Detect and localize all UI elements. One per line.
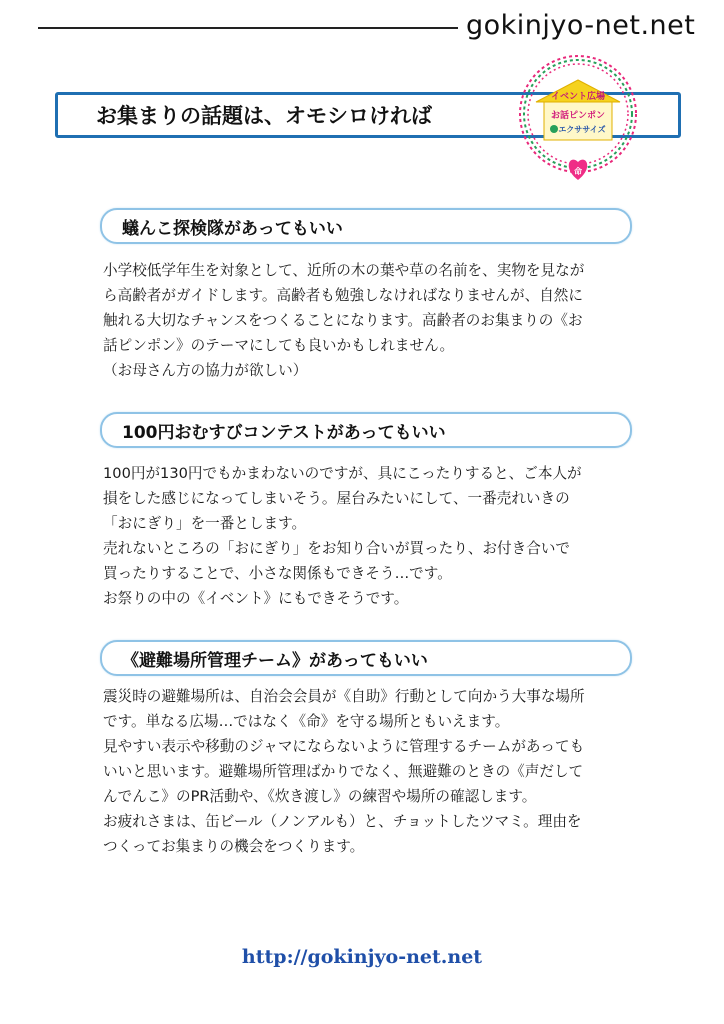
section-body [103, 684, 643, 859]
body-line: 100円が130円でもかまわないのですが、具にこったりすると、ご本人が [103, 465, 582, 482]
section-heading [100, 412, 632, 448]
site-name: gokinjyo-net.net [466, 10, 696, 41]
emblem-line2: エクササイズ [558, 125, 606, 134]
body-line: んでんこ》のPR活動や、《炊き渡し》の練習や場所の確認します。 [103, 788, 537, 805]
section-heading [100, 640, 632, 676]
body-line: ら高齢者がガイドします。高齢者も勉強しなければなりませんが、自然に [103, 287, 583, 304]
emblem-line1: お話ピンポン [550, 111, 606, 121]
emblem-roof-label: イベント広場 [550, 92, 606, 102]
section-heading-text: 蟻んこ探検隊があってもいい [122, 219, 343, 239]
body-line: お疲れさまは、缶ビール（ノンアルも）と、チョットしたツマミ。理由を [103, 813, 582, 830]
page-title: お集まりの話題は、オモシロければ [96, 104, 432, 128]
section-heading-text: 《避難場所管理チーム》があってもいい [122, 651, 428, 671]
section-body [103, 258, 643, 383]
footer-url-link[interactable]: http://gokinjyo-net.net [241, 946, 483, 968]
body-line: 話ピンポン》のテーマにしても良いかもしれません。 [103, 337, 455, 354]
body-line: 買ったりすることで、小さな関係もできそう…です。 [103, 565, 452, 582]
body-line: 売れないところの「おにぎり」をお知り合いが買ったり、お付き合いで [103, 540, 571, 557]
body-line: 触れる大切なチャンスをつくることになります。高齢者のお集まりの《お [103, 312, 583, 329]
body-line: いいと思います。避難場所管理ばかりでなく、無避難のときの《声だして [103, 763, 584, 780]
body-line: 震災時の避難場所は、自治会会員が《自助》行動として向かう大事な場所 [103, 688, 585, 705]
section-body [103, 461, 643, 611]
body-line: 小学校低学年生を対象として、近所の木の葉や草の名前を、実物を見なが [103, 262, 585, 279]
house-emblem-icon [514, 50, 644, 184]
body-line: お祭りの中の《イベント》にもできそうです。 [103, 590, 409, 607]
body-line: です。単なる広場…ではなく《命》を守る場所ともいえます。 [103, 713, 510, 730]
emblem-heart-label: 命 [574, 167, 582, 176]
body-line: つくってお集まりの機会をつくります。 [103, 838, 365, 855]
header-rule [38, 27, 458, 29]
section-heading [100, 208, 632, 244]
body-line: 損をした感じになってしまいそう。屋台みたいにして、一番売れいきの [103, 490, 570, 507]
section-heading-text: 100円おむすびコンテストがあってもいい [122, 423, 446, 443]
body-line: 「おにぎり」を一番とします。 [103, 515, 307, 532]
body-line: 見やすい表示や移動のジャマにならないように管理するチームがあっても [103, 738, 585, 755]
body-line: （お母さん方の協力が欲しい） [103, 362, 308, 379]
